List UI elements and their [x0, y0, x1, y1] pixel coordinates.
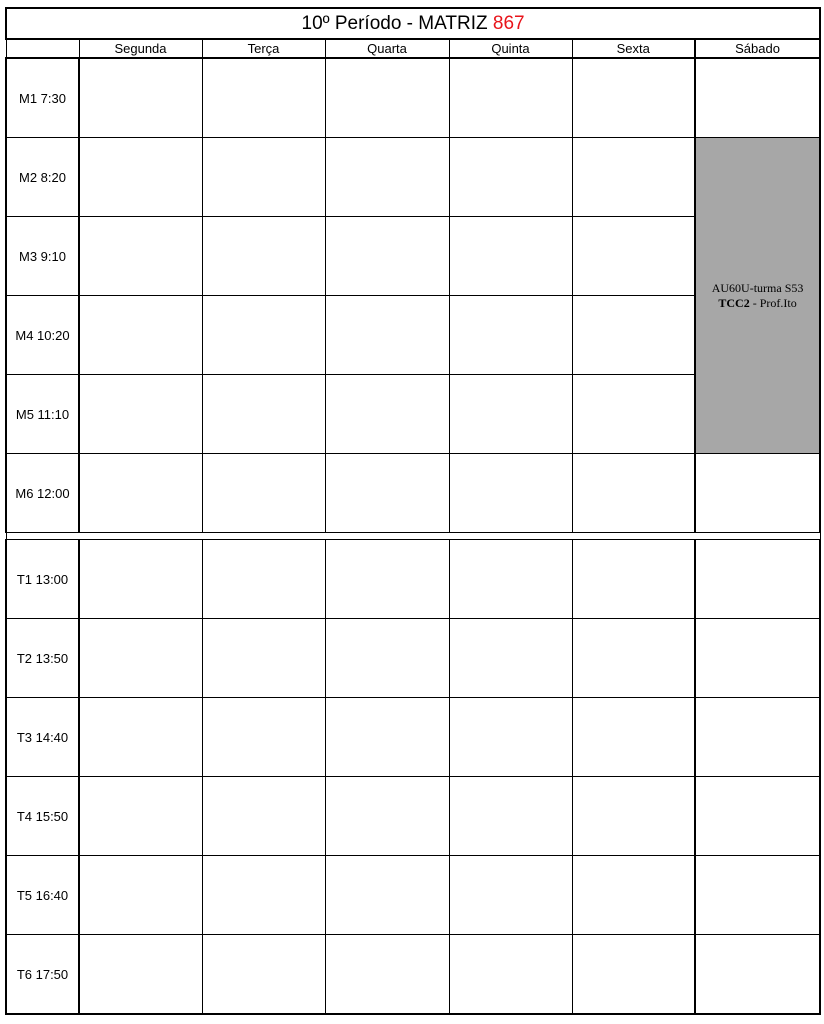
schedule-cell: [79, 454, 202, 533]
schedule-cell: [449, 540, 572, 619]
table-row: [6, 619, 820, 698]
slot-label: T3 14:40: [6, 698, 79, 777]
day-header-segunda: Segunda: [79, 39, 202, 58]
schedule-cell: [572, 856, 695, 935]
schedule-cell: [325, 540, 449, 619]
table-row: [6, 856, 820, 935]
schedule-cell: [325, 698, 449, 777]
schedule-cell: [572, 698, 695, 777]
schedule-cell: [572, 296, 695, 375]
slot-label: T1 13:00: [6, 540, 79, 619]
course-name: TCC2: [718, 295, 750, 310]
schedule-cell: [695, 698, 820, 777]
class-block-tcc2: [695, 138, 820, 454]
schedule-cell: [79, 619, 202, 698]
slot-label: M5 11:10: [6, 375, 79, 454]
schedule-cell: [325, 935, 449, 1015]
schedule-cell: [695, 58, 820, 138]
day-header-quarta: Quarta: [325, 39, 449, 58]
schedule-cell: [325, 454, 449, 533]
schedule-cell: [572, 58, 695, 138]
schedule-cell: [449, 296, 572, 375]
slot-label: M3 9:10: [6, 217, 79, 296]
schedule-cell: [202, 856, 325, 935]
schedule-cell: [449, 138, 572, 217]
schedule-cell: [325, 58, 449, 138]
schedule-cell: [695, 454, 820, 533]
schedule-cell: [202, 698, 325, 777]
schedule-cell: [449, 619, 572, 698]
teacher-name: - Prof.Ito: [749, 295, 797, 310]
schedule-cell: [325, 375, 449, 454]
schedule-cell: [202, 375, 325, 454]
schedule-cell: [202, 138, 325, 217]
shift-separator: [6, 533, 820, 540]
schedule-cell: [695, 856, 820, 935]
schedule-cell: [572, 619, 695, 698]
table-row: [6, 58, 820, 138]
class-title: [696, 296, 819, 311]
schedule-cell: [449, 856, 572, 935]
title-matrix-number: 867: [492, 12, 525, 34]
schedule-cell: [449, 58, 572, 138]
schedule-cell: [572, 375, 695, 454]
schedule-cell: [202, 217, 325, 296]
schedule-cell: [202, 296, 325, 375]
schedule-cell: [572, 935, 695, 1015]
day-header-quinta: Quinta: [449, 39, 572, 58]
schedule-cell: [79, 540, 202, 619]
table-row: [6, 540, 820, 619]
slot-label: T2 13:50: [6, 619, 79, 698]
schedule-cell: [79, 296, 202, 375]
day-header-row: [6, 39, 820, 58]
slot-label: M4 10:20: [6, 296, 79, 375]
slot-label: M1 7:30: [6, 58, 79, 138]
schedule-cell: [325, 217, 449, 296]
schedule-cell: [79, 138, 202, 217]
schedule-cell: [695, 540, 820, 619]
schedule-cell: [449, 777, 572, 856]
schedule-cell: [572, 217, 695, 296]
schedule-cell: [325, 777, 449, 856]
schedule-cell: [572, 454, 695, 533]
schedule-cell: [202, 454, 325, 533]
schedule-cell: [695, 777, 820, 856]
schedule-sheet: [5, 7, 819, 1015]
schedule-cell: [79, 698, 202, 777]
schedule-cell: [202, 540, 325, 619]
day-header-sabado: Sábado: [695, 39, 820, 58]
schedule-cell: [572, 777, 695, 856]
schedule-cell: [449, 935, 572, 1015]
schedule-cell: [449, 217, 572, 296]
schedule-cell: [79, 856, 202, 935]
schedule-cell: [79, 217, 202, 296]
slot-label: T4 15:50: [6, 777, 79, 856]
table-row: [6, 777, 820, 856]
schedule-cell: [79, 375, 202, 454]
separator-cell: [6, 533, 820, 540]
schedule-cell: [325, 296, 449, 375]
slot-label: T5 16:40: [6, 856, 79, 935]
schedule-cell: [695, 619, 820, 698]
schedule-cell: [695, 935, 820, 1015]
table-row: [6, 138, 820, 217]
table-row: [6, 935, 820, 1015]
day-header-terca: Terça: [202, 39, 325, 58]
schedule-cell: [202, 935, 325, 1015]
schedule-cell: [79, 935, 202, 1015]
slot-label: T6 17:50: [6, 935, 79, 1015]
schedule-cell: [572, 138, 695, 217]
schedule-cell: [79, 58, 202, 138]
schedule-cell: [202, 777, 325, 856]
title-text: 10º Período - MATRIZ: [301, 12, 493, 34]
day-header-sexta: Sexta: [572, 39, 695, 58]
schedule-cell: [202, 58, 325, 138]
schedule-title: [6, 8, 820, 39]
schedule-cell: [572, 540, 695, 619]
schedule-cell: [449, 454, 572, 533]
schedule-table: [5, 7, 821, 1015]
table-row: [6, 454, 820, 533]
schedule-cell: [79, 777, 202, 856]
schedule-cell: [325, 619, 449, 698]
schedule-cell: [202, 619, 325, 698]
class-code: AU60U-turma S53: [711, 280, 804, 295]
slot-label: M6 12:00: [6, 454, 79, 533]
schedule-cell: [449, 698, 572, 777]
schedule-cell: [449, 375, 572, 454]
corner-cell: [6, 39, 79, 58]
slot-label: M2 8:20: [6, 138, 79, 217]
table-row: [6, 698, 820, 777]
schedule-cell: [325, 856, 449, 935]
schedule-cell: [325, 138, 449, 217]
